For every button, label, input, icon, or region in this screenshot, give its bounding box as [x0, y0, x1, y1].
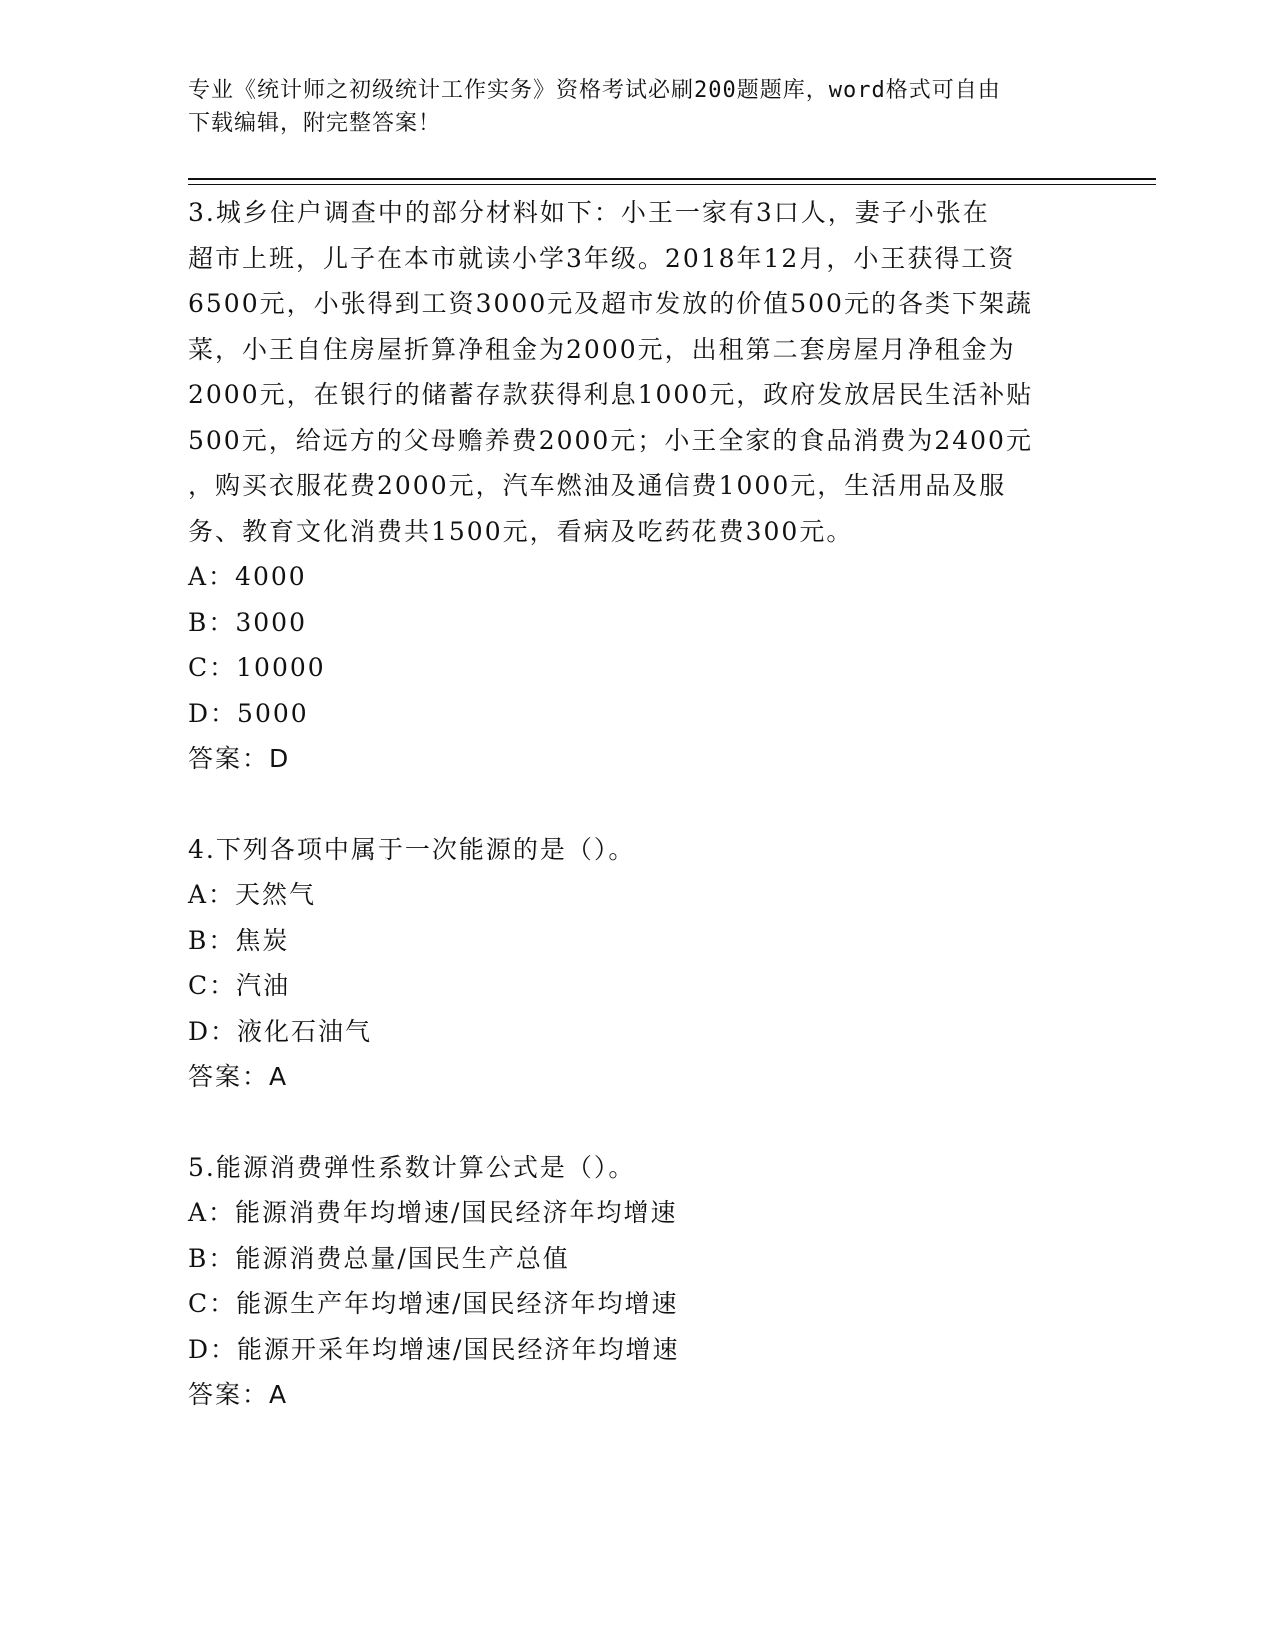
- stem-line: 2000元，在银行的储蓄存款获得利息1000元，政府发放居民生活补贴: [188, 380, 1034, 409]
- header-line: 下载编辑，附完整答案！: [188, 111, 442, 136]
- header-divider-thin: [188, 184, 1156, 185]
- stem-line: 3.城乡住户调查中的部分材料如下：小王一家有3口人，妻子小张在: [188, 198, 990, 227]
- option-d: D：液化石油气: [188, 1016, 373, 1046]
- option-b: B：焦炭: [188, 925, 290, 955]
- option-b: B：3000: [188, 607, 307, 637]
- answer-label: 答案：A: [188, 1380, 289, 1409]
- option-d: D：5000: [188, 698, 309, 728]
- stem-line: 4.下列各项中属于一次能源的是（）。: [188, 834, 636, 864]
- stem-line: 超市上班，儿子在本市就读小学3年级。2018年12月，小王获得工资: [188, 243, 1016, 273]
- question-5: [188, 1145, 1088, 1418]
- option-a: A：4000: [188, 562, 307, 591]
- question-spacer: [188, 1100, 1088, 1145]
- option-c: C：汽油: [188, 971, 291, 1000]
- option-a: A：天然气: [188, 880, 317, 909]
- option-d: D：能源开采年均增速/国民经济年均增速: [188, 1334, 680, 1364]
- question-4: [188, 827, 1088, 1100]
- option-c: C：能源生产年均增速/国民经济年均增速: [188, 1289, 679, 1318]
- stem-line: 务、教育文化消费共1500元，看病及吃药花费300元。: [188, 516, 854, 546]
- question-list: [188, 190, 1088, 1418]
- header-line: 专业《统计师之初级统计工作实务》资格考试必刷200题题库，word格式可自由: [188, 78, 1001, 103]
- document-header: [188, 74, 1088, 140]
- header-divider: [188, 178, 1156, 180]
- question-stem: [188, 190, 1088, 554]
- answer-label: 答案：A: [188, 1062, 289, 1091]
- option-c: C：10000: [188, 653, 326, 682]
- question-stem: [188, 827, 1088, 873]
- stem-line: ，购买衣服花费2000元，汽车燃油及通信费1000元，生活用品及服: [188, 471, 1007, 500]
- question-3: [188, 190, 1088, 782]
- stem-line: 6500元，小张得到工资3000元及超市发放的价值500元的各类下架蔬: [188, 289, 1033, 318]
- question-stem: [188, 1145, 1088, 1191]
- answer-label: 答案：D: [188, 744, 291, 773]
- option-a: A：能源消费年均增速/国民经济年均增速: [188, 1198, 678, 1227]
- stem-line: 菜，小王自住房屋折算净租金为2000元，出租第二套房屋月净租金为: [188, 334, 1016, 364]
- stem-line: 500元，给远方的父母赡养费2000元；小王全家的食品消费为2400元: [188, 425, 1033, 455]
- question-spacer: [188, 782, 1088, 827]
- option-b: B：能源消费总量/国民生产总值: [188, 1243, 570, 1273]
- stem-line: 5.能源消费弹性系数计算公式是（）。: [188, 1152, 636, 1182]
